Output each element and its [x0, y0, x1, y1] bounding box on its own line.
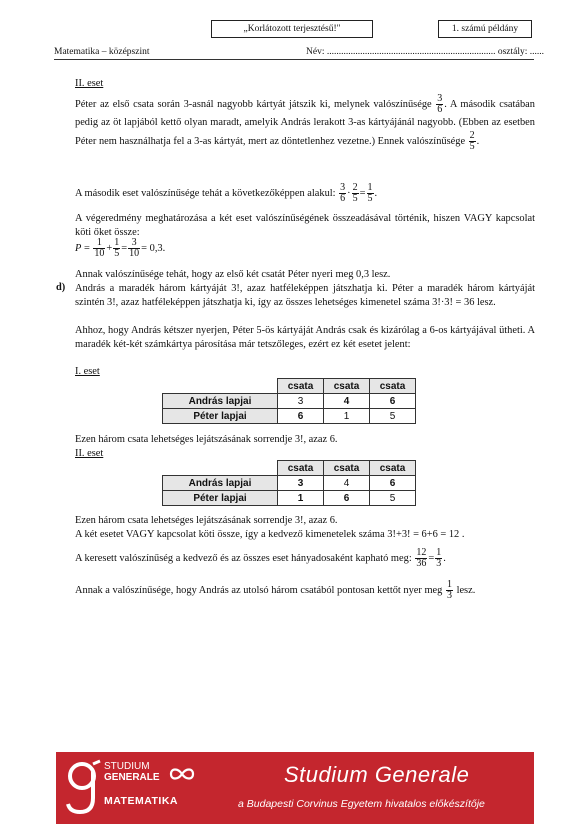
table-row: Péter lapjai 6 1 5: [163, 409, 416, 424]
case1-heading: I. eset: [75, 366, 100, 377]
favorable-count: A két esetet VAGY kapcsolat köti össze, így a kedvező kimenetelek száma 3!+3! = 6+6 = 12 .: [75, 529, 465, 540]
fraction: $\frac{3}{6}$: [437, 93, 443, 115]
table-row: Péter lapjai 1 6 5: [163, 491, 416, 506]
name-field: Név: ....................................................................... osztály: ......: [306, 47, 545, 57]
column-header: csata: [324, 379, 370, 394]
column-header: csata: [278, 379, 324, 394]
logo-studium: STUDIUM: [104, 761, 150, 772]
table-row: András lapjai 3 4 6: [163, 476, 416, 491]
case2-paragraph-3: A végeredmény meghatározása a két eset valószínűségének összeadásával történik, hiszen VAGY kapcsolat köti őket össze:: [75, 213, 535, 238]
case2-paragraph-1: Péter az első csata során 3-asnál nagyobb kártyát játszik ki, melynek valószínűsége $\frac{3}{6}$ . A második csatában pedig az öt lapjából kettő olyan maradt, amelyik András lerakott 3-as kártyájánál nagyobb. (Ebben az esetben Péter nem használhatja fel a 3-as kártyát, mert az döntetlenhez vezetne.) Ennek valószínűsége $\frac{2}{5}$ .: [75, 93, 535, 152]
subject-label: Matematika – középszint: [54, 47, 150, 57]
case1-table: [162, 378, 416, 424]
column-header: csata: [370, 461, 416, 476]
studium-generale-banner: [56, 752, 534, 824]
column-header: csata: [278, 461, 324, 476]
infinity-icon: [168, 766, 196, 782]
table-row: András lapjai 3 4 6: [163, 394, 416, 409]
fraction: $\frac{2}{5}$: [469, 130, 475, 152]
probability-quotient: A keresett valószínűség a kedvező és az összes eset hányadosaként kapható meg: $\frac{12}{36}$ = $\frac{1}{3}$ .: [75, 547, 446, 569]
banner-subtitle: a Budapesti Corvinus Egyetem hivatalos előkészítője: [238, 798, 485, 810]
case2-paragraph-2: A második eset valószínűsége tehát a következőképpen alakul: $\frac{3}{6}$ · $\frac{2}{5}$ = $\frac{1}{5}$ .: [75, 182, 378, 204]
restricted-label: „Korlátozott terjesztésű!": [211, 20, 373, 38]
case1-order-note: Ezen három csata lehetséges lejátszásának sorrendje 3!, azaz 6.: [75, 434, 338, 445]
case2-order-note: Ezen három csata lehetséges lejátszásának sorrendje 3!, azaz 6.: [75, 515, 338, 526]
column-header: csata: [324, 461, 370, 476]
probability-formula: P = $\frac{1}{10}$ + $\frac{1}{5}$ = $\frac{3}{10}$ = 0,3.: [75, 237, 166, 259]
part-d-paragraph-1: András a maradék három kártyáját 3!, azaz hatféleképpen játszhatja ki. Péter a maradék három kártyáját szintén 3!, azaz hatféleképpen játszhatja ki, így az összes lehetséges kimenetel száma 3!·3! = 36 lesz.: [75, 283, 535, 308]
case2-heading: II. eset: [75, 78, 104, 89]
column-header: csata: [370, 379, 416, 394]
part-d-paragraph-2: Ahhoz, hogy András kétszer nyerjen, Péter 5-ös kártyáját András csak és kizárólag a 6-os kártyájával ütheti. A maradék két-két számkártya párosítása már tetszőleges, ezért ez két esetet jelent:: [75, 325, 535, 350]
copy-number-label: 1. számú példány: [438, 20, 532, 38]
case2-table: [162, 460, 416, 506]
part-d-label: d): [56, 282, 66, 293]
header-divider: [54, 59, 534, 60]
logo-matematika: MATEMATIKA: [104, 795, 179, 807]
banner-title: Studium Generale: [284, 762, 470, 787]
case2d-heading: II. eset: [75, 448, 104, 459]
final-answer: Annak a valószínűsége, hogy András az utolsó három csatából pontosan kettőt nyer meg $\frac{1}{3}$ lesz.: [75, 579, 476, 601]
logo-generale: GENERALE: [104, 772, 160, 783]
g-logo-icon: [62, 758, 102, 818]
case2-conclusion: Annak valószínűsége tehát, hogy az első két csatát Péter nyeri meg 0,3 lesz.: [75, 269, 391, 280]
